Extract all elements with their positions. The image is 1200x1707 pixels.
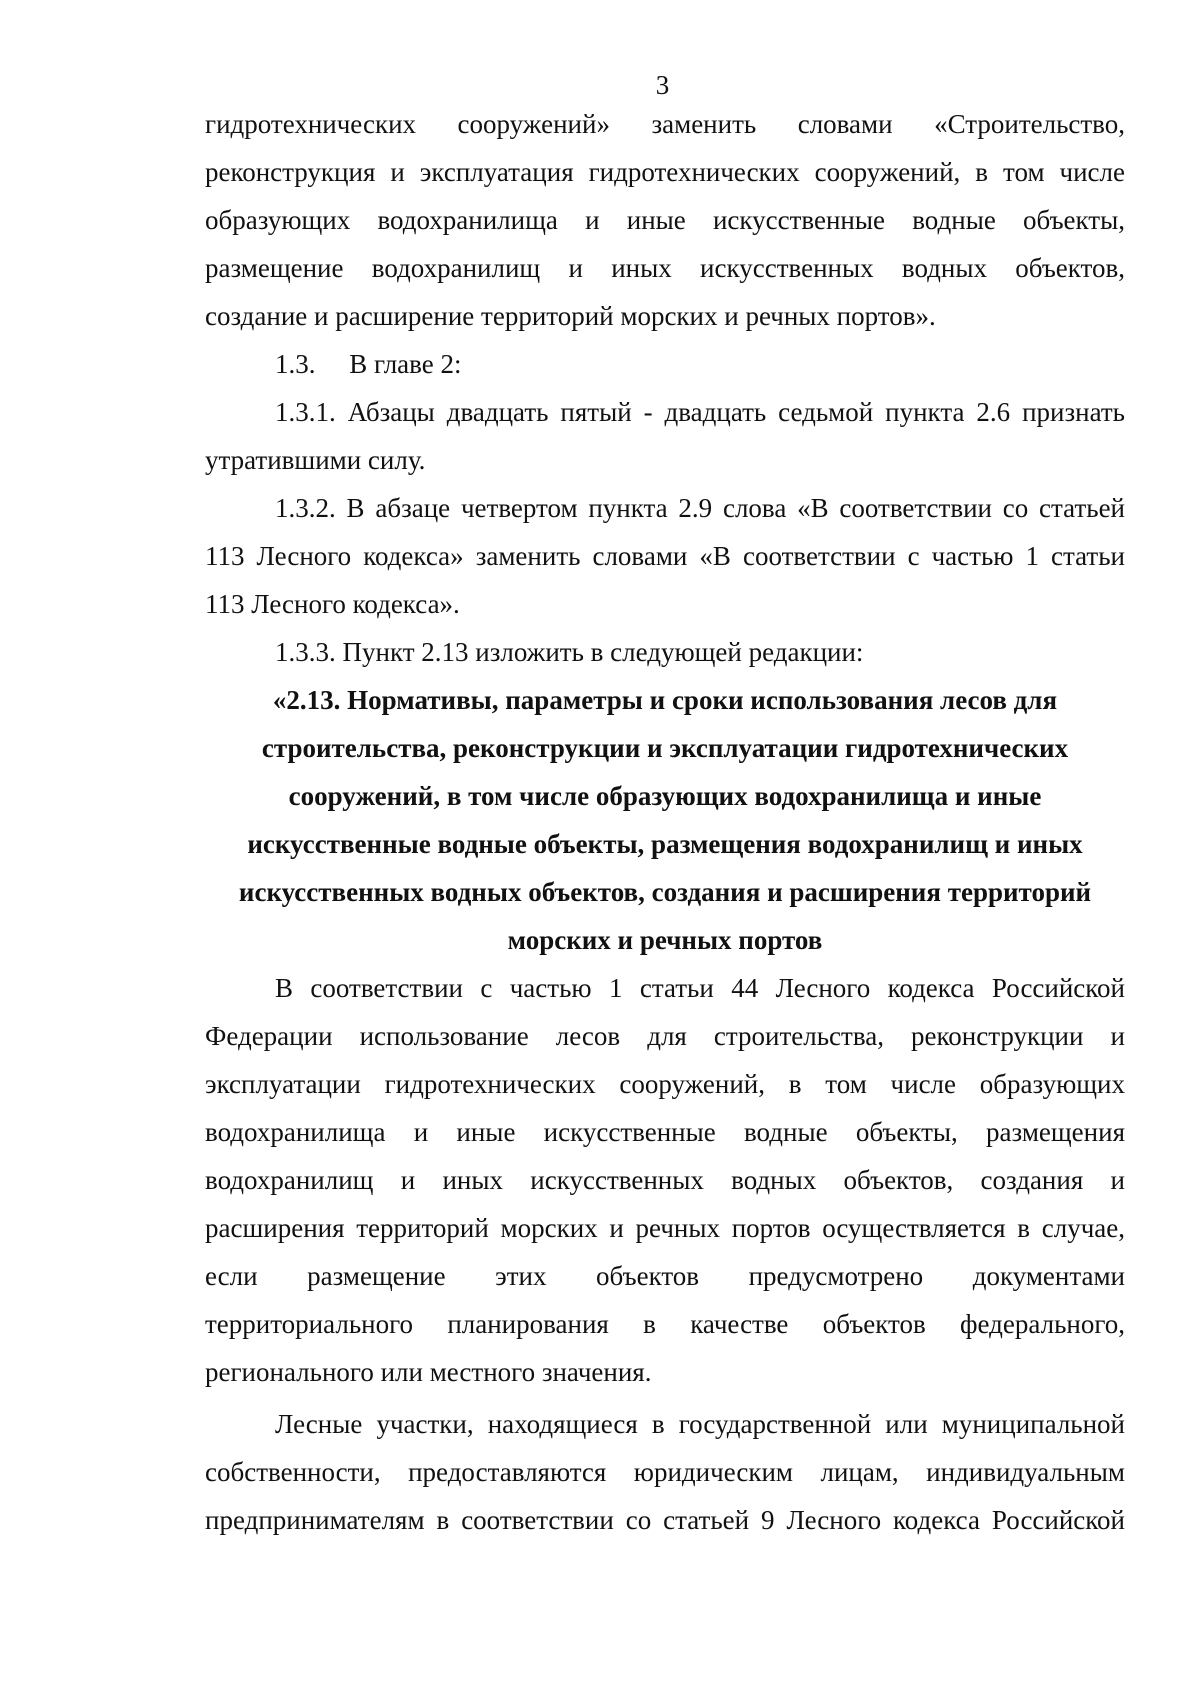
text-line: 1.3.1. Абзацы двадцать пятый - двадцать седьмой пункта 2.6 признать xyxy=(275,397,1125,427)
heading-line: искусственные водные объекты, размещения водохранилищ и иных xyxy=(247,829,1083,859)
document-body xyxy=(205,100,1125,1544)
text-line: 113 Лесного кодекса». xyxy=(205,589,460,619)
heading-line: строительства, реконструкции и эксплуатации гидротехнических xyxy=(261,733,1069,763)
text-line: образующих водохранилища и иные искусственные водные объекты, xyxy=(205,205,1125,235)
text-line: эксплуатации гидротехнических сооружений, в том числе образующих xyxy=(205,1069,1125,1099)
text-line: водохранилища и иные искусственные водные объекты, размещения xyxy=(205,1117,1125,1147)
text-line: расширения территорий морских и речных портов осуществляется в случае, xyxy=(205,1213,1125,1243)
item-1-3: 1.3. В главе 2: xyxy=(275,349,462,379)
text-line: Федерации использование лесов для строительства, реконструкции и xyxy=(205,1021,1125,1051)
heading-line: сооружений, в том числе образующих водохранилища и иные xyxy=(288,781,1042,811)
text-line: 1.3.2. В абзаце четвертом пункта 2.9 слова «В соответствии со статьей xyxy=(275,493,1125,523)
heading-line: «2.13. Нормативы, параметры и сроки использования лесов для xyxy=(272,685,1058,715)
text-line: В соответствии с частью 1 статьи 44 Лесного кодекса Российской xyxy=(275,973,1125,1003)
item-1-3-1 xyxy=(205,388,1125,484)
section-heading-2-13 xyxy=(205,676,1125,964)
heading-line: искусственных водных объектов, создания и расширения территорий xyxy=(238,877,1092,907)
text-line: если размещение этих объектов предусмотрено документами xyxy=(205,1261,1125,1291)
paragraph xyxy=(205,964,1125,1396)
text-line: размещение водохранилищ и иных искусственных водных объектов, xyxy=(205,253,1125,283)
text-line: собственности, предоставляются юридическим лицам, индивидуальным xyxy=(205,1457,1125,1487)
text-line: предпринимателям в соответствии со статьей 9 Лесного кодекса Российской xyxy=(205,1505,1125,1535)
text-line: территориального планирования в качестве объектов федерального, xyxy=(205,1309,1125,1339)
text-line: регионального или местного значения. xyxy=(205,1357,652,1387)
item-1-3-3: 1.3.3. Пункт 2.13 изложить в следующей редакции: xyxy=(275,637,864,667)
heading-line: морских и речных портов xyxy=(507,925,823,955)
text-line: гидротехнических сооружений» заменить словами «Строительство, xyxy=(205,109,1125,139)
text-line: 113 Лесного кодекса» заменить словами «В соответствии с частью 1 статьи xyxy=(205,541,1125,571)
text-line: Лесные участки, находящиеся в государственной или муниципальной xyxy=(275,1409,1125,1439)
page-number: 3 xyxy=(655,70,670,100)
paragraph xyxy=(205,1400,1125,1544)
text-line: создание и расширение территорий морских и речных портов». xyxy=(205,301,936,331)
paragraph-continuation xyxy=(205,100,1125,340)
text-line: утратившими силу. xyxy=(205,445,426,475)
text-line: реконструкция и эксплуатация гидротехнических сооружений, в том числе xyxy=(205,157,1125,187)
item-1-3-2 xyxy=(205,484,1125,628)
text-line: водохранилищ и иных искусственных водных объектов, создания и xyxy=(205,1165,1125,1195)
